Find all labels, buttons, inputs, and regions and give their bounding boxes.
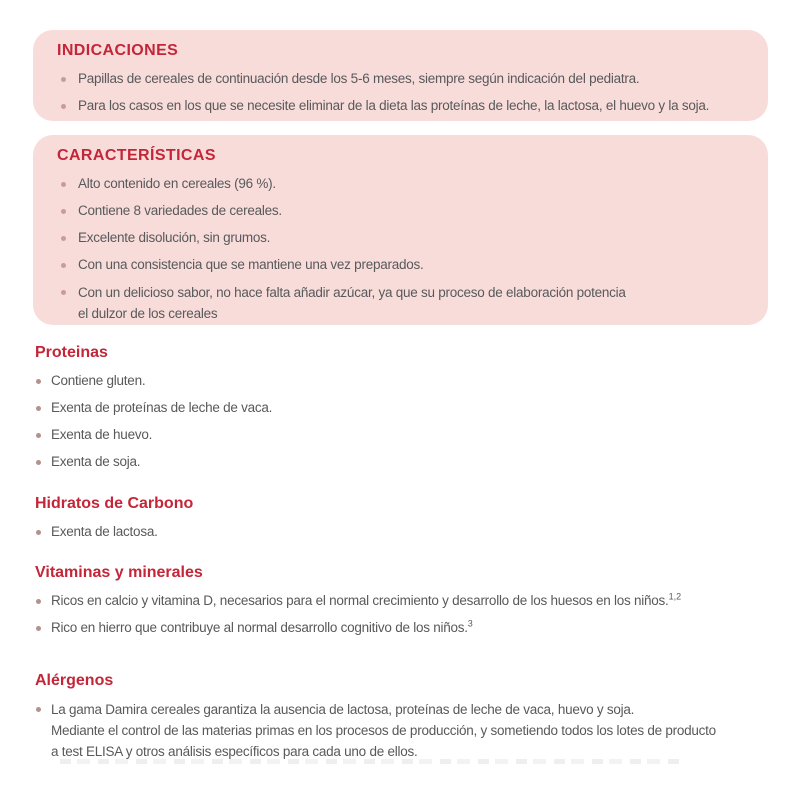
bullet-text bbox=[51, 591, 681, 611]
bullet-icon bbox=[36, 460, 41, 465]
indicaciones-list bbox=[61, 69, 744, 116]
bullet-text bbox=[78, 282, 626, 324]
footnote-marker: 3 bbox=[467, 618, 473, 629]
bullet-text: Excelente disolución, sin grumos. bbox=[78, 230, 271, 245]
bullet-icon bbox=[36, 599, 41, 604]
bullet-text: Exenta de lactosa. bbox=[51, 524, 158, 539]
list-item bbox=[61, 96, 744, 116]
caracteristicas-list bbox=[61, 174, 744, 324]
bullet-icon bbox=[61, 236, 66, 241]
bullet-icon bbox=[61, 104, 66, 109]
list-item bbox=[61, 201, 744, 221]
list-item bbox=[36, 452, 765, 472]
list-item bbox=[61, 255, 744, 275]
footnote-marker: 1,2 bbox=[668, 591, 682, 602]
panel-indicaciones bbox=[33, 30, 768, 121]
list-item bbox=[36, 699, 765, 762]
vitaminas-list bbox=[36, 591, 765, 638]
list-item bbox=[36, 591, 765, 611]
bullet-text-line: Con un delicioso sabor, no hace falta añadir azúcar, ya que su proceso de elaboración potencia bbox=[78, 285, 626, 300]
section-alergenos bbox=[35, 672, 765, 769]
list-item bbox=[61, 228, 744, 248]
list-item bbox=[36, 371, 765, 391]
alergenos-title: Alérgenos bbox=[35, 672, 114, 689]
bullet-text bbox=[51, 699, 716, 762]
bullet-text: Alto contenido en cereales (96 %). bbox=[78, 176, 276, 191]
hidratos-list bbox=[36, 522, 765, 542]
list-item bbox=[61, 69, 744, 89]
section-proteinas bbox=[35, 344, 765, 479]
bullet-text: Contiene gluten. bbox=[51, 373, 146, 388]
bullet-text-line: el dulzor de los cereales bbox=[78, 306, 218, 321]
list-item bbox=[36, 398, 765, 418]
bullet-text-line: La gama Damira cereales garantiza la ausencia de lactosa, proteínas de leche de vaca, huevo y soja. bbox=[51, 702, 635, 717]
bullet-icon bbox=[36, 379, 41, 384]
bullet-text: Con una consistencia que se mantiene una vez preparados. bbox=[78, 257, 424, 272]
hidratos-title: Hidratos de Carbono bbox=[35, 495, 194, 512]
bullet-text: Exenta de huevo. bbox=[51, 427, 153, 442]
bullet-icon bbox=[61, 209, 66, 214]
list-item bbox=[36, 618, 765, 638]
proteinas-title: Proteinas bbox=[35, 344, 108, 361]
bullet-icon bbox=[36, 530, 41, 535]
list-item bbox=[36, 522, 765, 542]
bullet-text: Contiene 8 variedades de cereales. bbox=[78, 203, 282, 218]
bullet-icon bbox=[36, 707, 41, 712]
proteinas-list bbox=[36, 371, 765, 472]
bullet-icon bbox=[36, 626, 41, 631]
bullet-icon bbox=[36, 406, 41, 411]
list-item bbox=[36, 425, 765, 445]
list-item bbox=[61, 282, 744, 324]
alergenos-list bbox=[36, 699, 765, 762]
bullet-text-main: Ricos en calcio y vitamina D, necesarios para el normal crecimiento y desarrollo de los huesos en los niños. bbox=[51, 593, 669, 608]
vitaminas-title: Vitaminas y minerales bbox=[35, 564, 203, 581]
caracteristicas-title: CARACTERÍSTICAS bbox=[57, 147, 216, 164]
bullet-text-line: Mediante el control de las materias primas en los procesos de producción, y sometiendo todos los lotes de producto bbox=[51, 723, 716, 738]
bullet-text bbox=[51, 618, 473, 638]
list-item bbox=[61, 174, 744, 194]
bullet-icon bbox=[61, 77, 66, 82]
bullet-icon bbox=[61, 290, 66, 295]
bullet-text: Para los casos en los que se necesite eliminar de la dieta las proteínas de leche, la lactosa, el huevo y la soja. bbox=[78, 98, 710, 113]
bullet-icon bbox=[61, 182, 66, 187]
indicaciones-title: INDICACIONES bbox=[57, 42, 179, 59]
section-hidratos bbox=[35, 495, 765, 549]
bullet-text: Papillas de cereales de continuación desde los 5-6 meses, siempre según indicación del pediatra. bbox=[78, 71, 640, 86]
bullet-text-main: Rico en hierro que contribuye al normal desarrollo cognitivo de los niños. bbox=[51, 620, 468, 635]
bullet-text: Exenta de proteínas de leche de vaca. bbox=[51, 400, 273, 415]
bullet-text-line: a test ELISA y otros análisis específicos para cada uno de ellos. bbox=[51, 744, 418, 759]
cropped-text-remnant bbox=[60, 759, 680, 764]
bullet-text: Exenta de soja. bbox=[51, 454, 141, 469]
bullet-icon bbox=[36, 433, 41, 438]
bullet-icon bbox=[61, 263, 66, 268]
panel-caracteristicas bbox=[33, 135, 768, 325]
section-vitaminas bbox=[35, 564, 765, 645]
